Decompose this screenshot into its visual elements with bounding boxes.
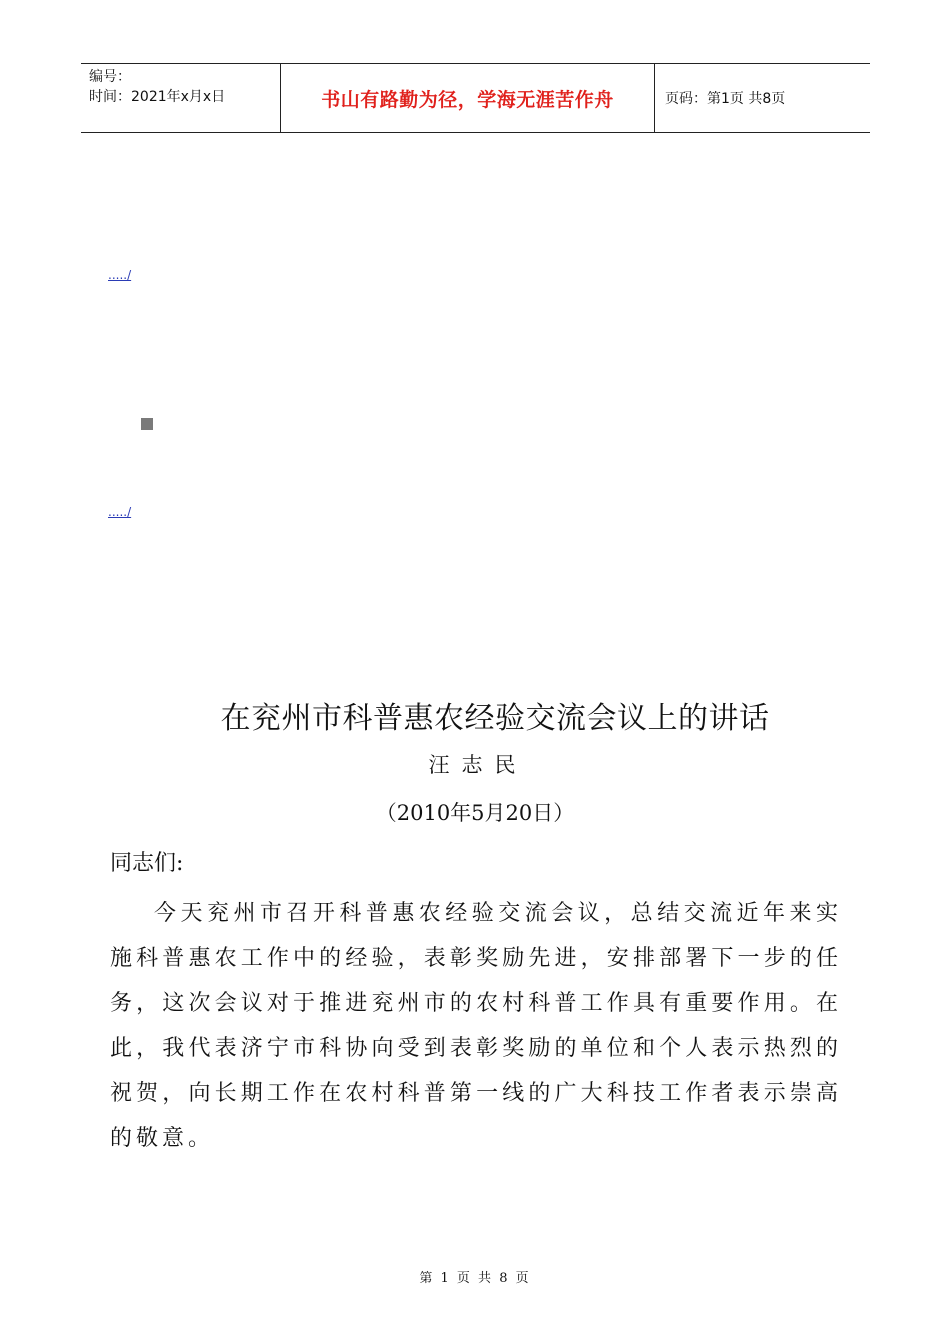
time-label: 时间：2021年x月x日 [89, 89, 226, 105]
number-label: 编号： [89, 69, 131, 85]
speech-date: （2010年5月20日） [375, 801, 575, 825]
body-paragraph: 今天兖州市召开科普惠农经验交流会议，总结交流近年来实施科普惠农工作中的经验，表彰奖励先进，安排部署下一步的任务，这次会议对于推进兖州市的农村科普工作具有重要作用。在此，我代表济宁市科协向受到表彰奖励的单位和个人表示热烈的祝贺，向长期工作在农村科普第一线的广大科技工作者表示崇高的敬意。 [110, 901, 842, 1151]
document-header [81, 63, 870, 133]
square-bullet-icon [141, 418, 153, 430]
dotted-link-second[interactable]: ...../ [108, 505, 132, 519]
header-page-info: 页码：第1页 共8页 [665, 91, 786, 107]
dotted-link-first[interactable]: ...../ [108, 268, 132, 282]
author-name: 汪志民 [428, 753, 528, 777]
header-meta-cell [81, 64, 281, 132]
greeting: 同志们: [110, 851, 184, 876]
page-title: 在兖州市科普惠农经验交流会议上的讲话 [220, 701, 770, 736]
header-motto: 书山有路勤为径，学海无涯苦作舟 [281, 64, 655, 132]
page-footer: 第 1 页 共 8 页 [419, 1271, 531, 1286]
